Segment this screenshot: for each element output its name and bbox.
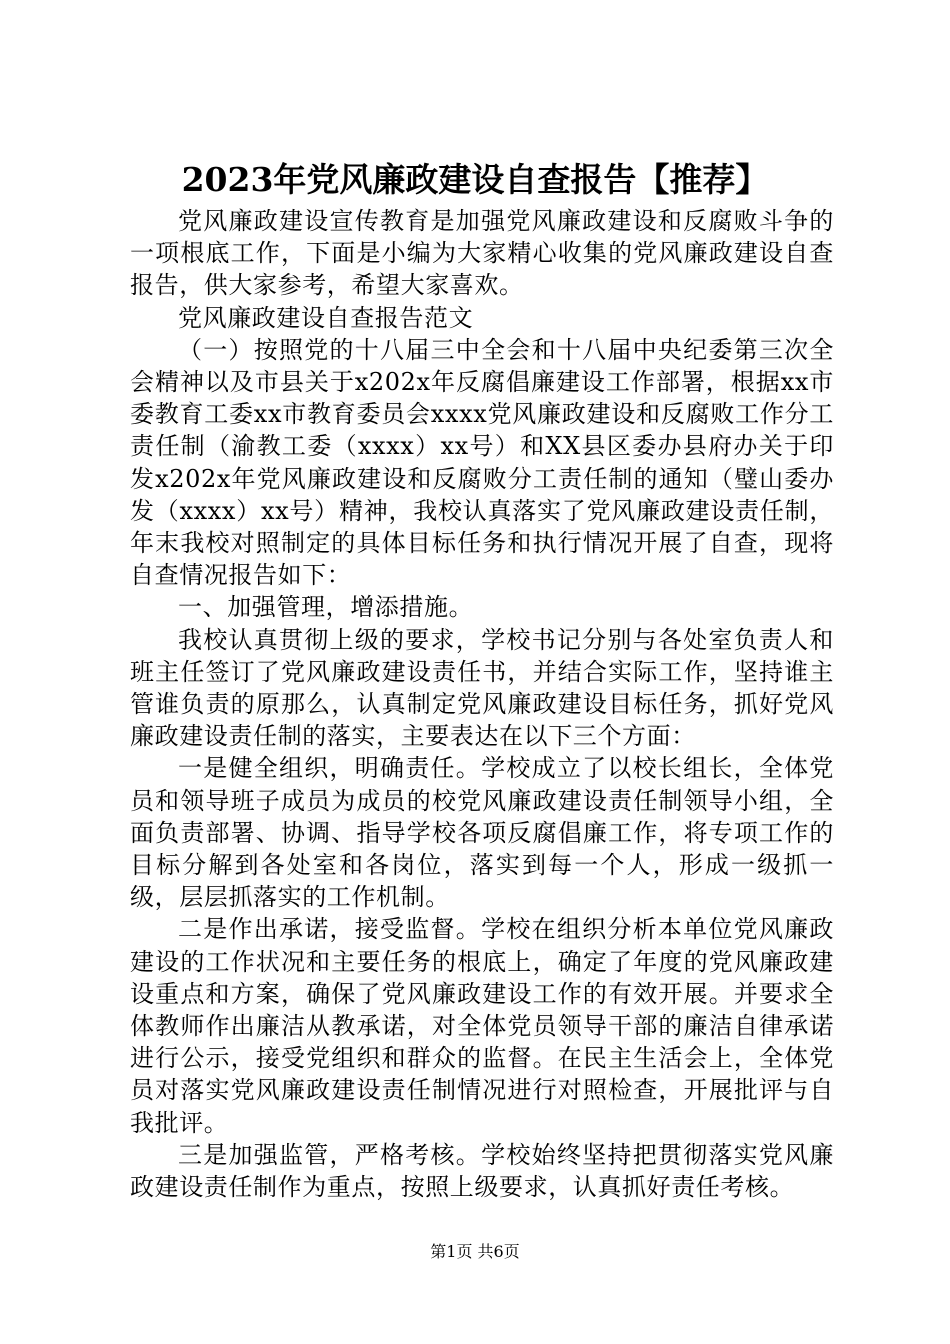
page-number-footer: 第1页 共6页 — [430, 1242, 520, 1261]
document-body — [130, 205, 834, 1203]
paragraph-subtitle: 党风廉政建设自查报告范文 — [178, 303, 474, 332]
paragraph-intro: 党风廉政建设宣传教育是加强党风廉政建设和反腐败斗争的一项根底工作，下面是小编为大家精心收集的党风廉政建设自查报告，供大家参考，希望大家喜欢。 — [130, 207, 834, 300]
paragraph-implementation: 我校认真贯彻上级的要求，学校书记分别与各处室负责人和班主任签订了党风廉政建设责任书，并结合实际工作，坚持谁主管谁负责的原那么，认真制定党风廉政建设目标任务，抓好党风廉政建设责任制的落实，主要表达在以下三个方面： — [130, 625, 834, 751]
section-heading-one: 一、加强管理，增添措施。 — [178, 593, 474, 622]
paragraph-point-two: 二是作出承诺，接受监督。学校在组织分析本单位党风廉政建设的工作状况和主要任务的根底上，确定了年度的党风廉政建设重点和方案，确保了党风廉政建设工作的有效开展。并要求全体教师作出廉洁从教承诺，对全体党员领导干部的廉洁自律承诺进行公示，接受党组织和群众的监督。在民主生活会上，全体党员对落实党风廉政建设责任制情况进行对照检查，开展批评与自我批评。 — [130, 915, 834, 1137]
paragraph-background: （一）按照党的十八届三中全会和十八届中央纪委第三次全会精神以及市县关于x202x年反腐倡廉建设工作部署，根据xx市委教育工委xx市教育委员会xxxx党风廉政建设和反腐败工作分工责任制（渝教工委（xxxx）xx号）和XX县区委办县府办关于印发x202x年党风廉政建设和反腐败分工责任制的通知（璧山委办发（xxxx）xx号）精神，我校认真落实了党风廉政建设责任制，年末我校对照制定的具体目标任务和执行情况开展了自查，现将自查情况报告如下： — [130, 335, 834, 590]
paragraph-point-one: 一是健全组织，明确责任。学校成立了以校长组长，全体党员和领导班子成员为成员的校党风廉政建设责任制领导小组，全面负责部署、协调、指导学校各项反腐倡廉工作，将专项工作的目标分解到各处室和各岗位，落实到每一个人，形成一级抓一级，层层抓落实的工作机制。 — [130, 754, 834, 912]
paragraph-point-three: 三是加强监管，严格考核。学校始终坚持把贯彻落实党风廉政建设责任制作为重点，按照上级要求，认真抓好责任考核。 — [130, 1140, 834, 1202]
document-title: 2023年党风廉政建设自查报告【推荐】 — [181, 160, 769, 199]
